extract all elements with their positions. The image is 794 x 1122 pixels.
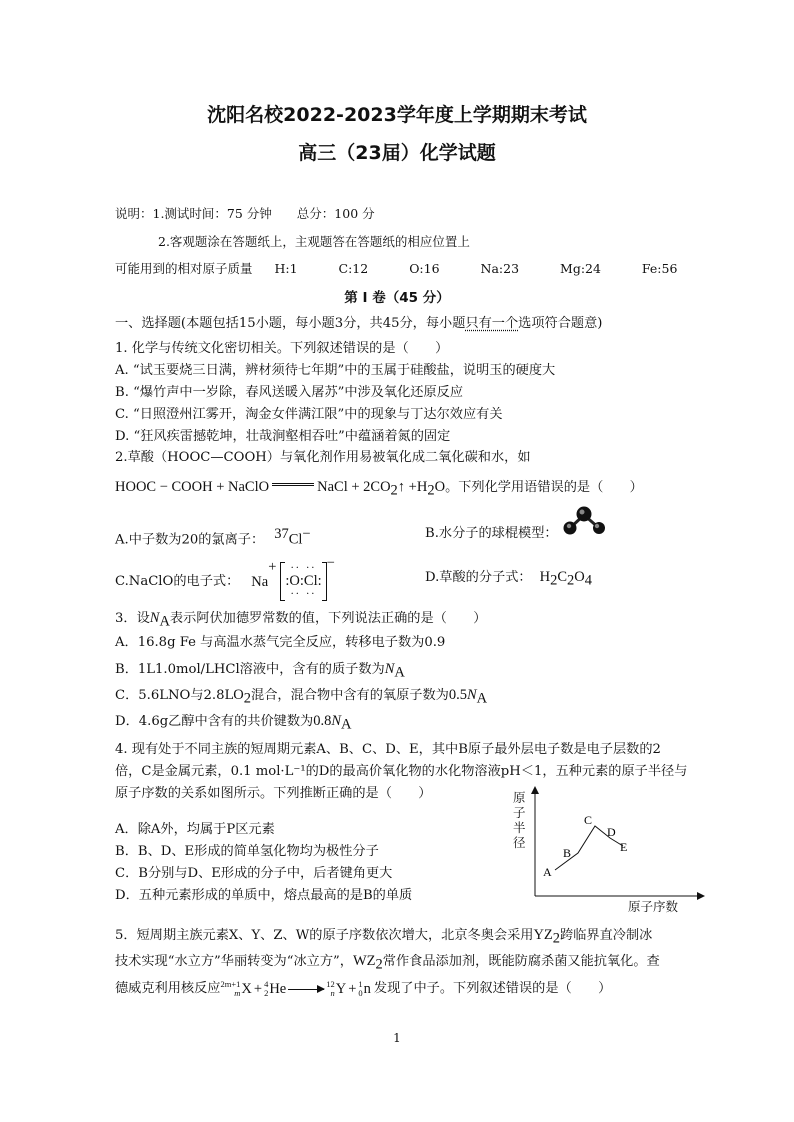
q1-option-d: D. “狂风疾雷撼乾坤，壮哉涧壑相吞吐”中蕴涵着氮的固定 [115, 429, 451, 444]
q2-eq-left: HOOC − COOH + NaClO [115, 479, 270, 495]
nuc-bottom: 0 [358, 988, 363, 998]
q2-option-d [425, 568, 592, 590]
na-symbol: N [149, 610, 160, 626]
y-label-char: 半 [513, 820, 526, 835]
q1-option-c: C. “日照澄州江雾开，淘金女伴满江限”中的现象与丁达尔效应有关 [115, 407, 503, 422]
q5-line2-pre: 技术实现“水立方”华丽转变为“冰立方”， [115, 954, 353, 969]
q4-stem-line-2: 倍，C是金属元素，0.1 mol·L⁻¹的D的最高价氧化物的水化物溶液pH＜1，五种元素的原子半径与 [115, 764, 688, 779]
water-ball-stick-icon [560, 504, 610, 538]
q3-stem [115, 609, 486, 631]
mass-h: H:1 [274, 261, 298, 276]
reaction-arrow-icon [288, 989, 324, 990]
q3-c-o: O [233, 687, 244, 703]
q2-c-anion-charge: − [326, 555, 335, 571]
q2-eq-right-1: NaCl + 2CO [317, 479, 391, 495]
na-sub: A [476, 690, 488, 707]
q3-d-text: D．4.6g乙醇中含有的共价键数为 [115, 714, 314, 729]
q4-option-a: A．除A外，均属于P区元素 [115, 822, 275, 837]
atomic-masses [115, 260, 677, 278]
point-e-label: E [620, 840, 628, 854]
hydrogen-atom-icon [593, 522, 605, 534]
q5-line2-post: 常作食品添加剂，既能防腐杀菌又能抗氧化。查 [382, 954, 660, 969]
oxygen-atom-icon [577, 507, 592, 522]
q5-sub: 2 [552, 930, 561, 947]
q2-d-h: H [539, 569, 551, 585]
equals-arrow-icon [272, 483, 314, 486]
q4-option-d: D．五种元素形成的单质中，熔点最高的是B的单质 [115, 888, 413, 903]
point-d-label: D [607, 825, 616, 839]
q3-d-value: 0.8 [313, 713, 332, 729]
q2-c-dots-top: ·· ·· [290, 563, 317, 574]
point-a-label: A [543, 865, 552, 879]
instructions-post: 选项符合题意) [518, 316, 603, 331]
note-line-2: 2.客观题涂在答题纸上，主观题答在答题纸的相应位置上 [158, 234, 470, 249]
q3-option-d [115, 712, 352, 734]
q5-line-1 [115, 926, 652, 948]
q3-c-value: 0.5 [448, 687, 467, 703]
mass-o: O:16 [409, 261, 440, 276]
q2-eq-tail: 。下列化学用语错误的是（ ） [445, 480, 643, 495]
q3-option-c [115, 686, 487, 708]
q2-c-label: C.NaClO的电子式： [115, 573, 240, 589]
q2-d-label: D.草酸的分子式： [425, 570, 532, 585]
q2-stem: 2.草酸（HOOC—COOH）与氧化剂作用易被氧化成二氧化碳和水，如 [115, 450, 531, 465]
q3-c-sub: 2 [243, 690, 252, 707]
q2-a-symbol: Cl [288, 531, 303, 548]
q5-line-2 [115, 952, 660, 974]
x-axis-label: 原子序数 [628, 899, 679, 914]
atomic-masses-label: 可能用到的相对原子质量 [115, 261, 253, 276]
q2-equation [115, 478, 643, 500]
na-symbol: N [384, 661, 395, 677]
q2-a-charge: − [302, 526, 311, 542]
q4-option-b: B．B、D、E形成的简单氢化物均为极性分子 [115, 844, 379, 859]
q3-option-a: A．16.8g Fe 与高温水蒸气完全反应，转移电子数为0.9 [115, 635, 446, 650]
q4-option-c: C．B分别与D、E形成的分子中，后者键角更大 [115, 866, 393, 881]
q2-d-o: O [574, 569, 585, 585]
q3-stem-post: 表示阿伏加德罗常数的值，下列说法正确的是（ ） [169, 611, 487, 626]
na-symbol: N [331, 713, 342, 729]
exam-subtitle: 高三（23届）化学试题 [298, 142, 496, 164]
q3-c-mid: 混合，混合物中含有的氧原子数为 [251, 688, 449, 703]
q4-stem-line-3: 原子序数的关系如图所示。下列推断正确的是（ ） [115, 786, 432, 801]
nuc-top: 4 [264, 979, 269, 989]
q4-stem-line-1: 4. 现有处于不同主族的短周期元素A、B、C、D、E，其中B原子最外层电子数是电子层数的2 [115, 742, 661, 757]
point-b-label: B [563, 846, 572, 860]
nuclide-y [326, 980, 335, 998]
q2-d-sub: 2 [550, 572, 558, 589]
q2-c-na: Na [251, 573, 269, 590]
y-axis-label [513, 790, 527, 850]
nuc-top: 1 [358, 979, 363, 989]
q5-line3-post: 发现了中子。下列叙述错误的是（ ） [373, 981, 612, 996]
page-number: 1 [393, 1031, 401, 1045]
q2-c-na-charge: + [268, 559, 277, 575]
exam-title: 沈阳名校2022-2023学年度上学期期末考试 [207, 104, 587, 126]
mass-mg: Mg:24 [560, 261, 601, 276]
nuclide-x-symbol: X [241, 981, 252, 997]
q3-option-b [115, 660, 405, 682]
note-line-1: 说明：1.测试时间：75 分钟 总分：100 分 [115, 206, 375, 221]
q2-option-b [425, 525, 558, 543]
plus-sign: + [348, 981, 357, 997]
q5-line3-pre: 德威克利用核反应 [115, 981, 221, 996]
q5-yz: YZ [533, 927, 553, 943]
nuc-top: 2m+1 [220, 979, 241, 989]
q2-option-c [115, 555, 335, 601]
nuc-bottom: n [330, 988, 335, 998]
q3-stem-pre: 3．设 [115, 611, 150, 626]
na-sub: A [341, 716, 352, 733]
neutron-symbol: n [363, 981, 371, 997]
section-title: 第 I 卷（45 分） [344, 290, 450, 306]
q5-wz: WZ [352, 953, 376, 969]
nuclide-x [221, 980, 241, 998]
nuclide-n [358, 980, 362, 998]
q2-d-sub: 2 [567, 572, 575, 589]
plus-sign: + [253, 981, 263, 997]
mass-fe: Fe:56 [641, 261, 678, 276]
radius-vs-number-diagram [505, 786, 705, 916]
q2-eq-right-2: ↑ +H [397, 479, 428, 495]
na-sub: A [159, 613, 170, 630]
q2-eq-sub: 2 [427, 482, 435, 499]
q2-a-mass: 37 [274, 526, 289, 542]
electron-formula-bracket [280, 562, 326, 601]
q5-line1-pre: 5．短周期主族元素X、Y、Z、W的原子序数依次增大，北京冬奥会采用 [115, 928, 534, 943]
q1-option-a: A. “试玉要烧三日满，辨材须待七年期”中的玉属于硅酸盐，说明玉的硬度大 [115, 363, 556, 378]
q2-d-sub: 4 [584, 572, 592, 589]
q5-line-3 [115, 980, 611, 998]
q2-a-label: A.中子数为20的氯离子： [115, 532, 265, 548]
q2-b-label: B.水分子的球棍模型： [425, 526, 558, 541]
q1-stem: 1. 化学与传统文化密切相关。下列叙述错误的是（ ） [115, 341, 449, 356]
hydrogen-atom-icon [564, 522, 576, 534]
na-symbol: N [466, 687, 477, 703]
q5-line1-post: 跨临界直冷制冰 [560, 928, 653, 943]
q2-c-dots-bottom: ·· ·· [290, 589, 317, 600]
section-instructions [115, 315, 602, 333]
q2-d-c: C [557, 569, 568, 585]
q2-eq-sub: 2 [390, 482, 398, 499]
q5-sub: 2 [375, 956, 383, 973]
q3-b-text: B．1L1.0mol/LHCl溶液中，含有的质子数为 [115, 662, 385, 677]
q2-option-a [115, 525, 311, 549]
mass-c: C:12 [338, 261, 369, 276]
y-label-char: 原 [513, 790, 526, 805]
y-label-char: 径 [513, 835, 526, 850]
q3-c-text: C．5.6LNO与2.8L [115, 688, 234, 703]
y-label-char: 子 [513, 805, 526, 820]
q2-c-formula: :O:Cl: [285, 573, 322, 589]
nuclide-y-symbol: Y [335, 981, 347, 997]
nuclide-he-symbol: He [269, 981, 287, 997]
na-sub: A [394, 664, 405, 681]
nuclide-he [264, 980, 268, 998]
point-c-label: C [584, 813, 593, 827]
instructions-emphasis: 只有一个 [465, 316, 519, 331]
q1-option-b: B. “爆竹声中一岁除，春风送暖入屠苏”中涉及氧化还原反应 [115, 385, 464, 400]
nuc-top: 12 [326, 979, 335, 989]
nuc-bottom: m [234, 988, 241, 998]
q2-eq-right-3: O [434, 479, 446, 495]
nuc-bottom: 2 [264, 988, 269, 998]
instructions-pre: 一、选择题(本题包括15小题，每小题3分，共45分，每小题 [115, 316, 466, 331]
mass-na: Na:23 [480, 261, 520, 276]
